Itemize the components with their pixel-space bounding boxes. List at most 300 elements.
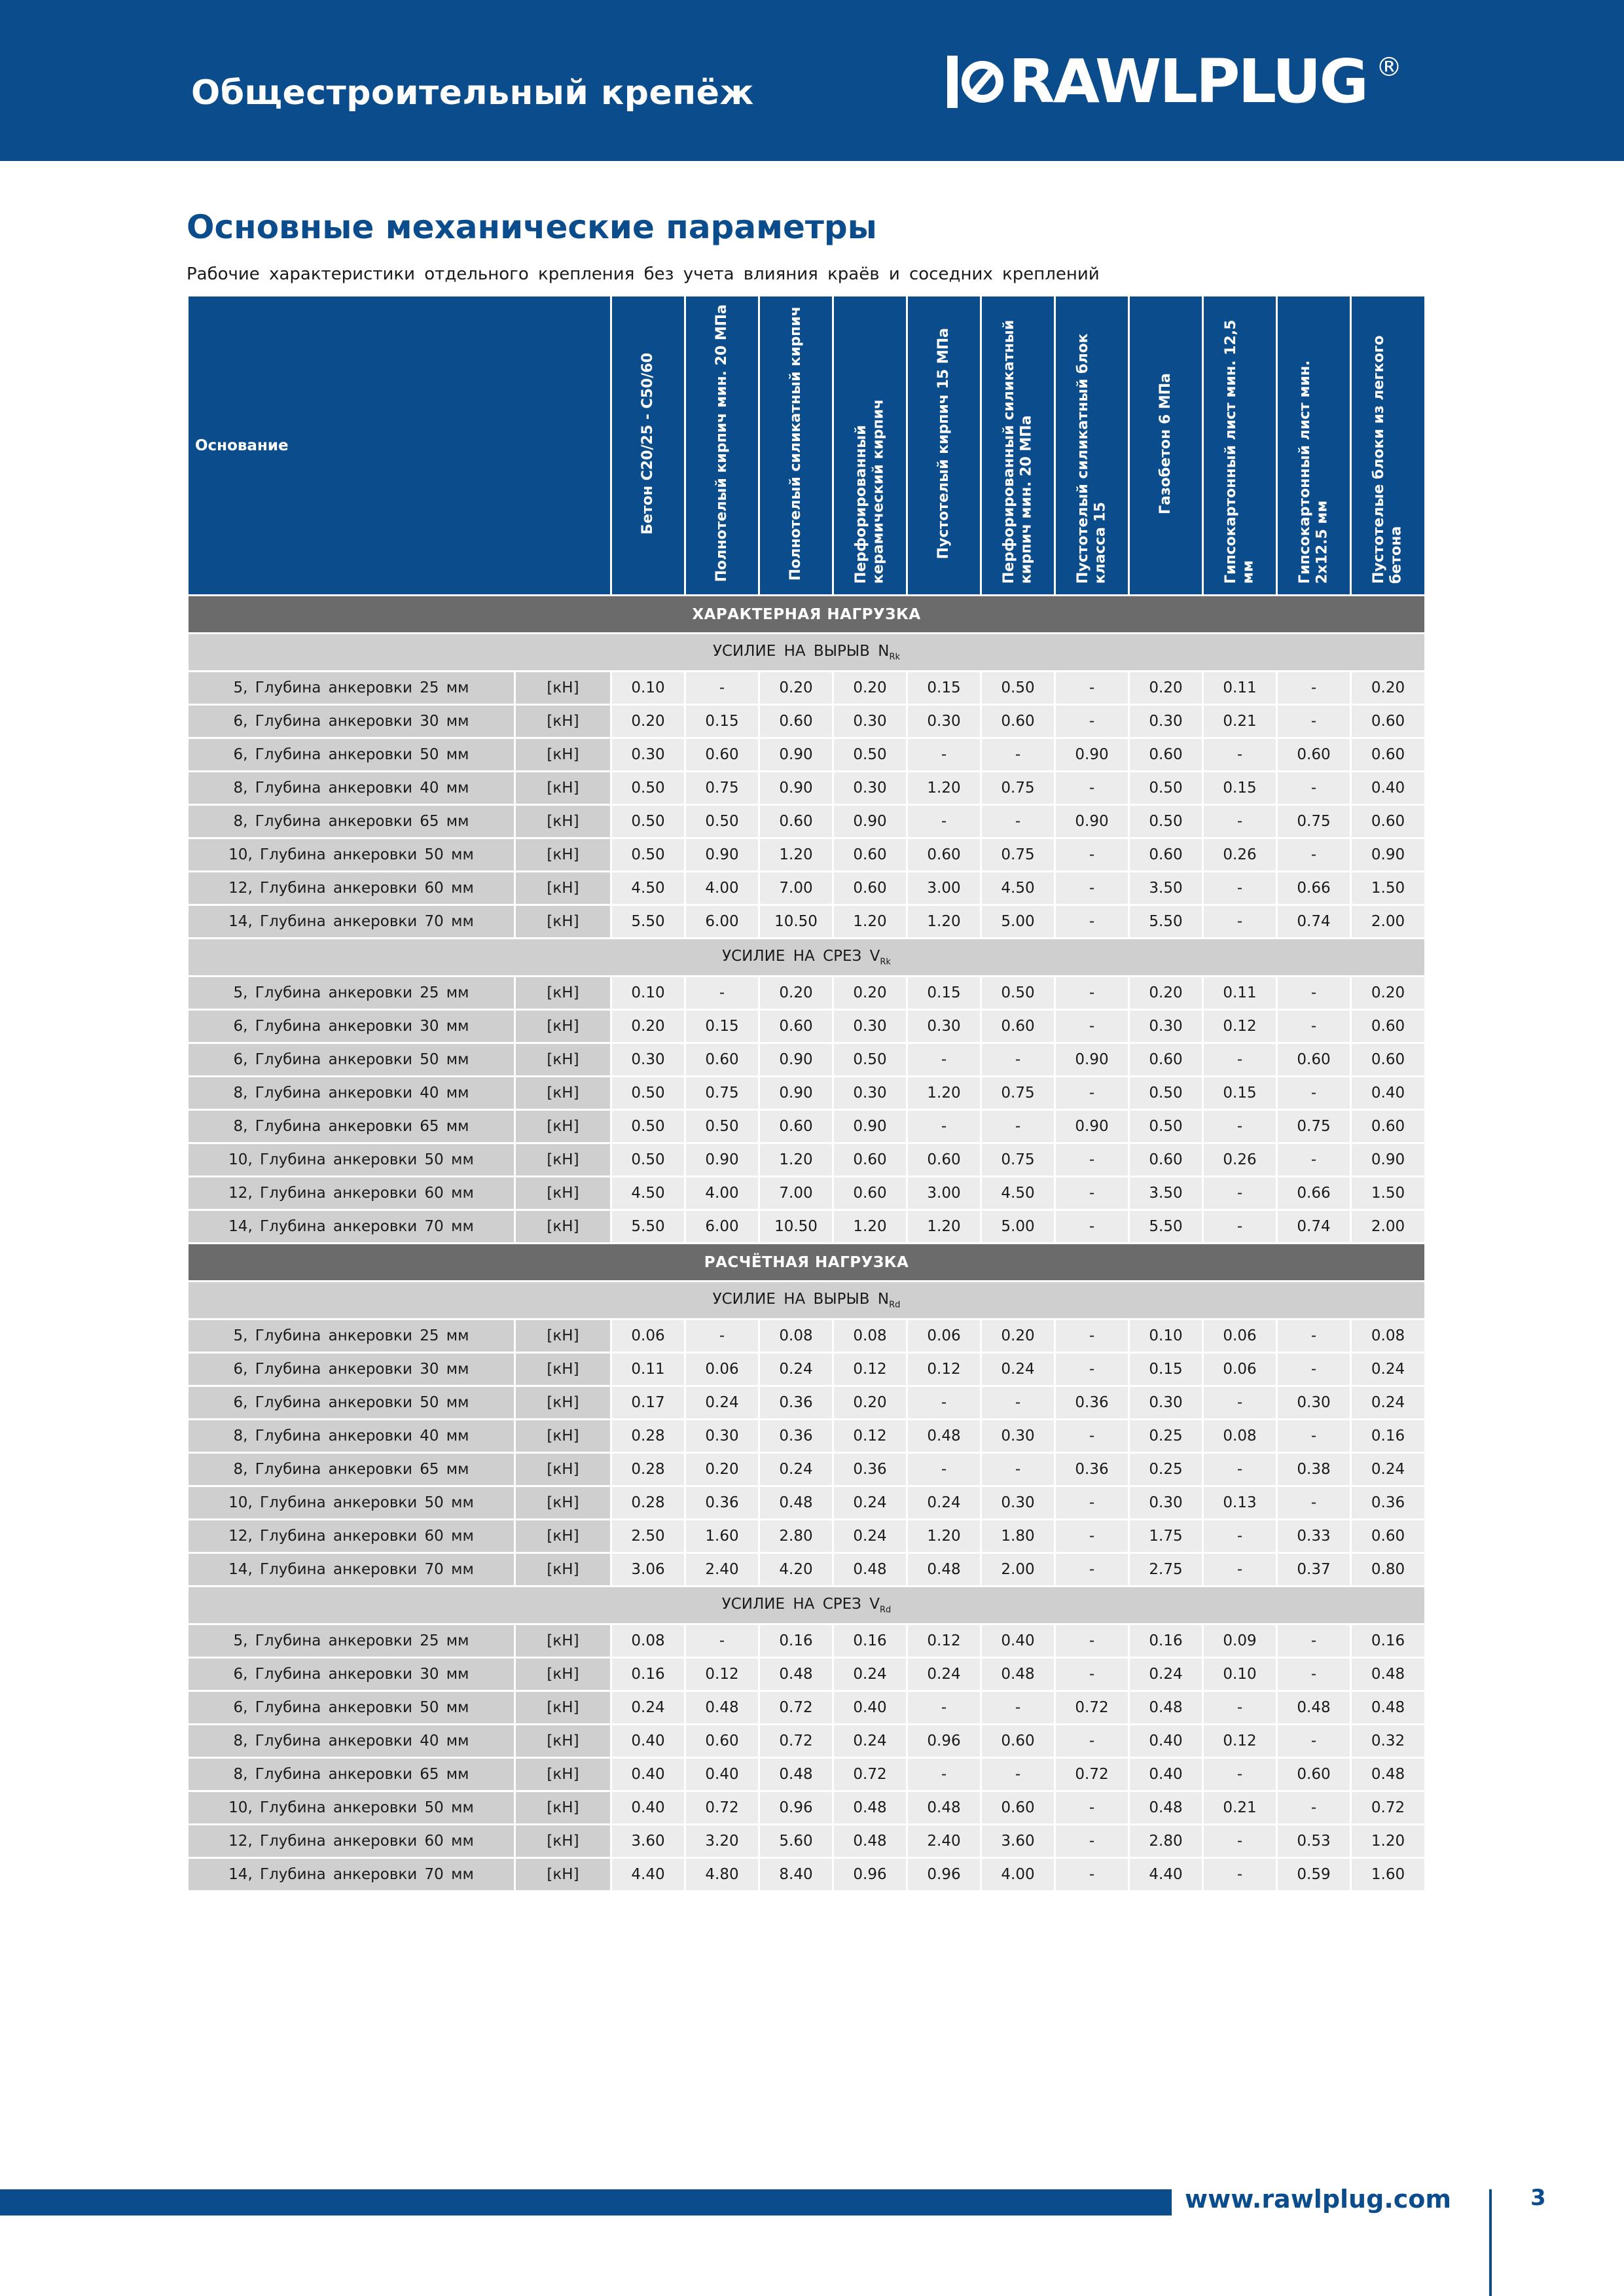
table-cell-value: 0.40 xyxy=(611,1791,685,1825)
table-row xyxy=(188,705,1426,738)
table-cell-value: 0.30 xyxy=(1129,1010,1203,1043)
table-cell-value: 5.00 xyxy=(981,1210,1055,1244)
table-cell-value: 1.20 xyxy=(759,838,833,872)
table-cell-value: 4.40 xyxy=(1129,1858,1203,1892)
load-type-subscript: Rd xyxy=(889,1300,901,1310)
table-cell-value: 0.72 xyxy=(685,1791,759,1825)
table-cell-value: 1.50 xyxy=(1351,872,1426,905)
table-cell-value: 0.60 xyxy=(1351,1110,1426,1143)
table-cell-value: - xyxy=(1055,1553,1129,1587)
table-cell-value: - xyxy=(1055,1486,1129,1520)
table-cell-value: 4.20 xyxy=(759,1553,833,1587)
table-cell-value: 0.60 xyxy=(833,838,907,872)
table-row xyxy=(188,1110,1426,1143)
table-cell-value: 0.48 xyxy=(1129,1791,1203,1825)
table-cell-value: 0.96 xyxy=(907,1725,981,1758)
table-row xyxy=(188,1353,1426,1386)
load-type-row xyxy=(188,634,1426,672)
table-cell-value: - xyxy=(981,1691,1055,1725)
table-cell-value: - xyxy=(1203,1177,1277,1210)
table-cell-value: 6.00 xyxy=(685,1210,759,1244)
table-cell-value: - xyxy=(1277,838,1351,872)
table-cell-value: 0.36 xyxy=(685,1486,759,1520)
table-cell-value: 0.24 xyxy=(833,1725,907,1758)
brand-wordmark: RAWLPLUG xyxy=(1009,46,1367,117)
table-cell-value: 0.60 xyxy=(1129,1143,1203,1177)
table-cell-value: 4.00 xyxy=(981,1858,1055,1892)
row-anchor-label: 6, Глубина анкеровки 30 мм xyxy=(188,1353,515,1386)
table-cell-value: - xyxy=(1277,1791,1351,1825)
row-anchor-label: 12, Глубина анкеровки 60 мм xyxy=(188,872,515,905)
page-title: Основные механические параметры xyxy=(187,208,877,246)
table-cell-value: - xyxy=(1203,1453,1277,1486)
table-cell-value: 0.75 xyxy=(981,838,1055,872)
table-cell-value: 0.90 xyxy=(1055,805,1129,838)
row-unit: [кН] xyxy=(515,738,611,772)
column-header-material xyxy=(759,296,833,596)
table-cell-value: 0.72 xyxy=(1055,1691,1129,1725)
table-cell-value: 0.90 xyxy=(1055,738,1129,772)
table-cell-value: - xyxy=(685,1319,759,1353)
table-cell-value: - xyxy=(1055,705,1129,738)
table-row xyxy=(188,1553,1426,1587)
table-cell-value: 0.60 xyxy=(1129,838,1203,872)
table-cell-value: 0.28 xyxy=(611,1453,685,1486)
table-cell-value: 0.20 xyxy=(833,977,907,1010)
table-cell-value: 0.20 xyxy=(833,672,907,705)
table-cell-value: - xyxy=(1055,1520,1129,1553)
footer-website-link[interactable]: www.rawlplug.com xyxy=(1185,2185,1451,2214)
load-type-label xyxy=(188,939,1426,977)
table-row xyxy=(188,1453,1426,1486)
column-header-label: Полнотелый силикатный кирпич xyxy=(787,306,804,581)
table-cell-value: 3.60 xyxy=(611,1825,685,1858)
table-cell-value: 0.12 xyxy=(1203,1010,1277,1043)
table-row xyxy=(188,1791,1426,1825)
row-unit: [кН] xyxy=(515,1758,611,1791)
load-type-label xyxy=(188,1282,1426,1319)
table-cell-value: 10.50 xyxy=(759,1210,833,1244)
row-unit: [кН] xyxy=(515,1353,611,1386)
row-unit: [кН] xyxy=(515,1143,611,1177)
table-cell-value: - xyxy=(907,1110,981,1143)
table-cell-value: 0.30 xyxy=(833,772,907,805)
table-cell-value: 0.90 xyxy=(685,838,759,872)
table-cell-value: - xyxy=(1055,872,1129,905)
table-cell-value: - xyxy=(907,1043,981,1077)
table-cell-value: 4.00 xyxy=(685,1177,759,1210)
row-unit: [кН] xyxy=(515,1077,611,1110)
table-cell-value: 0.50 xyxy=(1129,772,1203,805)
table-cell-value: 0.50 xyxy=(833,738,907,772)
column-header-material xyxy=(1351,296,1426,596)
row-unit: [кН] xyxy=(515,1658,611,1691)
table-cell-value: 0.48 xyxy=(833,1825,907,1858)
table-cell-value: - xyxy=(1277,977,1351,1010)
row-unit: [кН] xyxy=(515,705,611,738)
table-row xyxy=(188,738,1426,772)
table-cell-value: 0.90 xyxy=(833,805,907,838)
column-header-material xyxy=(1203,296,1277,596)
table-cell-value: 0.50 xyxy=(611,838,685,872)
column-header-label: Полнотелый кирпич мин. 20 МПа xyxy=(713,304,730,583)
table-cell-value: 0.75 xyxy=(981,1077,1055,1110)
row-anchor-label: 6, Глубина анкеровки 30 мм xyxy=(188,1010,515,1043)
row-anchor-label: 6, Глубина анкеровки 50 мм xyxy=(188,1386,515,1420)
table-cell-value: 4.80 xyxy=(685,1858,759,1892)
table-cell-value: 0.24 xyxy=(1351,1353,1426,1386)
row-unit: [кН] xyxy=(515,1010,611,1043)
section-title: РАСЧЁТНАЯ НАГРУЗКА xyxy=(188,1244,1426,1282)
table-cell-value: - xyxy=(685,977,759,1010)
table-cell-value: 0.20 xyxy=(611,705,685,738)
table-cell-value: 0.36 xyxy=(833,1453,907,1486)
table-cell-value: 1.20 xyxy=(833,905,907,939)
table-body xyxy=(188,596,1426,1892)
table-cell-value: 2.00 xyxy=(1351,905,1426,939)
table-cell-value: 0.10 xyxy=(1203,1658,1277,1691)
table-cell-value: 4.50 xyxy=(981,1177,1055,1210)
table-cell-value: - xyxy=(1203,1520,1277,1553)
row-anchor-label: 5, Глубина анкеровки 25 мм xyxy=(188,672,515,705)
row-unit: [кН] xyxy=(515,1624,611,1658)
table-row xyxy=(188,772,1426,805)
table-cell-value: 0.40 xyxy=(611,1758,685,1791)
brand-logo xyxy=(945,46,1402,118)
table-cell-value: 0.16 xyxy=(1351,1624,1426,1658)
table-cell-value: 0.60 xyxy=(759,805,833,838)
table-row xyxy=(188,1825,1426,1858)
table-cell-value: 0.30 xyxy=(1129,1386,1203,1420)
table-cell-value: 0.50 xyxy=(1129,805,1203,838)
table-cell-value: 0.15 xyxy=(685,1010,759,1043)
row-unit: [кН] xyxy=(515,872,611,905)
table-cell-value: 0.28 xyxy=(611,1486,685,1520)
table-cell-value: - xyxy=(1277,705,1351,738)
table-cell-value: 0.24 xyxy=(611,1691,685,1725)
table-cell-value: - xyxy=(907,738,981,772)
table-row xyxy=(188,905,1426,939)
table-cell-value: 0.11 xyxy=(611,1353,685,1386)
column-header-material xyxy=(1277,296,1351,596)
table-cell-value: 0.50 xyxy=(1129,1077,1203,1110)
table-cell-value: 0.08 xyxy=(1203,1420,1277,1453)
table-cell-value: 3.50 xyxy=(1129,872,1203,905)
row-unit: [кН] xyxy=(515,1043,611,1077)
table-cell-value: 0.40 xyxy=(1351,772,1426,805)
row-anchor-label: 8, Глубина анкеровки 40 мм xyxy=(188,1420,515,1453)
table-cell-value: 0.24 xyxy=(833,1520,907,1553)
table-cell-value: 0.40 xyxy=(981,1624,1055,1658)
table-cell-value: 0.20 xyxy=(759,977,833,1010)
table-cell-value: - xyxy=(1203,1553,1277,1587)
table-cell-value: 0.90 xyxy=(685,1143,759,1177)
load-type-text: УСИЛИЕ НА ВЫРЫВ N xyxy=(712,642,890,660)
load-type-text: УСИЛИЕ НА СРЕЗ V xyxy=(722,947,880,965)
table-cell-value: 5.50 xyxy=(1129,905,1203,939)
table-cell-value: 0.13 xyxy=(1203,1486,1277,1520)
table-cell-value: 0.30 xyxy=(907,1010,981,1043)
row-unit: [кН] xyxy=(515,1210,611,1244)
table-cell-value: 0.60 xyxy=(759,1110,833,1143)
table-cell-value: 2.75 xyxy=(1129,1553,1203,1587)
table-cell-value: 0.60 xyxy=(1351,1010,1426,1043)
table-cell-value: 3.20 xyxy=(685,1825,759,1858)
table-row xyxy=(188,1758,1426,1791)
table-cell-value: 0.50 xyxy=(981,672,1055,705)
load-type-text: УСИЛИЕ НА СРЕЗ V xyxy=(721,1595,880,1613)
table-cell-value: - xyxy=(981,738,1055,772)
table-cell-value: - xyxy=(907,1453,981,1486)
table-cell-value: - xyxy=(1055,1420,1129,1453)
table-cell-value: - xyxy=(1055,1624,1129,1658)
table-cell-value: - xyxy=(1203,738,1277,772)
table-cell-value: 0.60 xyxy=(981,1725,1055,1758)
table-cell-value: 3.00 xyxy=(907,872,981,905)
table-cell-value: 7.00 xyxy=(759,1177,833,1210)
table-cell-value: 0.24 xyxy=(833,1658,907,1691)
table-cell-value: 0.60 xyxy=(1351,738,1426,772)
table-cell-value: 0.24 xyxy=(759,1453,833,1486)
table-cell-value: 6.00 xyxy=(685,905,759,939)
table-cell-value: 0.37 xyxy=(1277,1553,1351,1587)
table-row xyxy=(188,1691,1426,1725)
table-cell-value: 0.06 xyxy=(1203,1353,1277,1386)
row-unit: [кН] xyxy=(515,1858,611,1892)
column-header-label: Гипсокартонный лист мин. 12,5 мм xyxy=(1222,319,1256,584)
table-cell-value: 4.00 xyxy=(685,872,759,905)
table-cell-value: 0.36 xyxy=(759,1420,833,1453)
column-header-material xyxy=(981,296,1055,596)
table-cell-value: 4.50 xyxy=(611,872,685,905)
table-cell-value: 0.32 xyxy=(1351,1725,1426,1758)
table-cell-value: - xyxy=(1055,838,1129,872)
table-row xyxy=(188,1486,1426,1520)
table-cell-value: 5.50 xyxy=(1129,1210,1203,1244)
table-cell-value: 0.30 xyxy=(685,1420,759,1453)
table-cell-value: 0.30 xyxy=(1129,1486,1203,1520)
table-cell-value: 0.90 xyxy=(1351,1143,1426,1177)
table-cell-value: 0.16 xyxy=(611,1658,685,1691)
row-unit: [кН] xyxy=(515,672,611,705)
row-anchor-label: 5, Глубина анкеровки 25 мм xyxy=(188,977,515,1010)
table-cell-value: 0.48 xyxy=(833,1791,907,1825)
table-cell-value: 2.00 xyxy=(1351,1210,1426,1244)
table-cell-value: 0.48 xyxy=(759,1486,833,1520)
table-cell-value: 0.11 xyxy=(1203,672,1277,705)
table-cell-value: 0.24 xyxy=(907,1486,981,1520)
table-cell-value: 5.00 xyxy=(981,905,1055,939)
table-cell-value: 0.40 xyxy=(611,1725,685,1758)
table-cell-value: 0.60 xyxy=(1277,738,1351,772)
table-cell-value: 0.24 xyxy=(759,1353,833,1386)
table-cell-value: 0.48 xyxy=(981,1658,1055,1691)
row-anchor-label: 5, Глубина анкеровки 25 мм xyxy=(188,1319,515,1353)
table-cell-value: 0.33 xyxy=(1277,1520,1351,1553)
section-title: ХАРАКТЕРНАЯ НАГРУЗКА xyxy=(188,596,1426,634)
table-cell-value: 0.10 xyxy=(611,977,685,1010)
table-cell-value: 0.50 xyxy=(611,772,685,805)
table-cell-value: 1.80 xyxy=(981,1520,1055,1553)
table-cell-value: - xyxy=(1055,1319,1129,1353)
table-cell-value: 0.60 xyxy=(1351,1520,1426,1553)
table-cell-value: 0.30 xyxy=(833,1077,907,1110)
table-cell-value: 0.20 xyxy=(1351,672,1426,705)
table-cell-value: 0.60 xyxy=(981,705,1055,738)
table-cell-value: 2.40 xyxy=(907,1825,981,1858)
load-type-subscript: Rk xyxy=(880,957,891,967)
table-cell-value: - xyxy=(981,805,1055,838)
table-cell-value: 0.48 xyxy=(1277,1691,1351,1725)
row-anchor-label: 10, Глубина анкеровки 50 мм xyxy=(188,1791,515,1825)
table-cell-value: 0.16 xyxy=(759,1624,833,1658)
table-cell-value: 0.90 xyxy=(759,738,833,772)
table-cell-value: 0.25 xyxy=(1129,1420,1203,1453)
table-cell-value: 0.26 xyxy=(1203,1143,1277,1177)
table-cell-value: 0.08 xyxy=(759,1319,833,1353)
table-cell-value: 0.48 xyxy=(833,1553,907,1587)
load-type-row xyxy=(188,939,1426,977)
table-cell-value: 0.21 xyxy=(1203,1791,1277,1825)
table-cell-value: 7.00 xyxy=(759,872,833,905)
column-header-base: Основание xyxy=(188,296,611,596)
row-anchor-label: 6, Глубина анкеровки 50 мм xyxy=(188,738,515,772)
table-cell-value: - xyxy=(1055,977,1129,1010)
table-cell-value: - xyxy=(1203,1110,1277,1143)
table-header xyxy=(188,296,1426,596)
table-cell-value: 1.60 xyxy=(1351,1858,1426,1892)
table-cell-value: 0.24 xyxy=(685,1386,759,1420)
table-cell-value: 0.60 xyxy=(1351,1043,1426,1077)
table-cell-value: 0.16 xyxy=(1129,1624,1203,1658)
table-cell-value: 1.20 xyxy=(1351,1825,1426,1858)
table-cell-value: 0.48 xyxy=(907,1420,981,1453)
table-cell-value: 0.16 xyxy=(833,1624,907,1658)
table-cell-value: 0.96 xyxy=(907,1858,981,1892)
table-cell-value: 0.15 xyxy=(907,672,981,705)
table-cell-value: 0.08 xyxy=(1351,1319,1426,1353)
table-cell-value: - xyxy=(1055,1077,1129,1110)
table-cell-value: 0.24 xyxy=(1351,1386,1426,1420)
table-cell-value: 0.30 xyxy=(907,705,981,738)
table-cell-value: 0.08 xyxy=(611,1624,685,1658)
table-cell-value: 0.75 xyxy=(1277,1110,1351,1143)
table-cell-value: 1.60 xyxy=(685,1520,759,1553)
table-cell-value: 0.25 xyxy=(1129,1453,1203,1486)
table-cell-value: 0.60 xyxy=(685,738,759,772)
table-cell-value: 0.30 xyxy=(833,705,907,738)
footer-bar xyxy=(0,2189,1172,2215)
table-row xyxy=(188,1858,1426,1892)
table-cell-value: 0.30 xyxy=(981,1486,1055,1520)
row-anchor-label: 10, Глубина анкеровки 50 мм xyxy=(188,1486,515,1520)
table-cell-value: 0.12 xyxy=(907,1624,981,1658)
column-header-label: Перфорированный силикатный кирпич мин. 20 МПа xyxy=(1000,319,1034,584)
table-cell-value: 0.50 xyxy=(611,805,685,838)
table-cell-value: 0.50 xyxy=(611,1077,685,1110)
table-cell-value: - xyxy=(685,672,759,705)
table-cell-value: 0.48 xyxy=(907,1553,981,1587)
table-cell-value: 0.06 xyxy=(907,1319,981,1353)
table-cell-value: 0.50 xyxy=(685,805,759,838)
table-cell-value: 2.80 xyxy=(1129,1825,1203,1858)
table-cell-value: 0.17 xyxy=(611,1386,685,1420)
table-cell-value: 0.48 xyxy=(759,1658,833,1691)
column-header-label: Газобетон 6 МПа xyxy=(1157,372,1174,514)
table-cell-value: 0.90 xyxy=(1351,838,1426,872)
table-row xyxy=(188,1386,1426,1420)
row-unit: [кН] xyxy=(515,905,611,939)
table-cell-value: 0.36 xyxy=(759,1386,833,1420)
column-header-material xyxy=(611,296,685,596)
table-cell-value: 0.24 xyxy=(907,1658,981,1691)
table-cell-value: 0.60 xyxy=(685,1725,759,1758)
table-cell-value: 0.28 xyxy=(611,1420,685,1453)
table-cell-value: 1.20 xyxy=(759,1143,833,1177)
table-cell-value: 0.36 xyxy=(1055,1453,1129,1486)
table-row xyxy=(188,672,1426,705)
table-cell-value: 0.15 xyxy=(1129,1353,1203,1386)
table-cell-value: 0.36 xyxy=(1055,1386,1129,1420)
table-cell-value: 0.50 xyxy=(611,1110,685,1143)
table-cell-value: 0.60 xyxy=(1351,805,1426,838)
table-cell-value: 0.20 xyxy=(833,1386,907,1420)
table-cell-value: 4.40 xyxy=(611,1858,685,1892)
column-header-material xyxy=(685,296,759,596)
table-cell-value: 1.20 xyxy=(907,1520,981,1553)
table-cell-value: 1.50 xyxy=(1351,1177,1426,1210)
table-row xyxy=(188,1177,1426,1210)
table-cell-value: - xyxy=(1055,1210,1129,1244)
table-cell-value: - xyxy=(1277,1486,1351,1520)
table-cell-value: 0.48 xyxy=(1351,1691,1426,1725)
table-cell-value: 0.30 xyxy=(611,738,685,772)
table-cell-value: 0.12 xyxy=(833,1353,907,1386)
load-type-text: УСИЛИЕ НА ВЫРЫВ N xyxy=(712,1290,890,1308)
table-cell-value: - xyxy=(1055,1791,1129,1825)
table-cell-value: 0.15 xyxy=(1203,1077,1277,1110)
table-cell-value: - xyxy=(1277,1077,1351,1110)
table-cell-value: - xyxy=(1055,772,1129,805)
row-anchor-label: 8, Глубина анкеровки 65 мм xyxy=(188,1758,515,1791)
table-cell-value: - xyxy=(1055,1858,1129,1892)
row-anchor-label: 12, Глубина анкеровки 60 мм xyxy=(188,1177,515,1210)
table-cell-value: 10.50 xyxy=(759,905,833,939)
row-anchor-label: 14, Глубина анкеровки 70 мм xyxy=(188,1858,515,1892)
table-cell-value: 0.60 xyxy=(833,1177,907,1210)
row-unit: [кН] xyxy=(515,1791,611,1825)
table-cell-value: 0.08 xyxy=(833,1319,907,1353)
table-cell-value: - xyxy=(1277,1319,1351,1353)
table-cell-value: 2.50 xyxy=(611,1520,685,1553)
table-cell-value: 0.20 xyxy=(1129,977,1203,1010)
table-cell-value: 0.20 xyxy=(1129,672,1203,705)
table-cell-value: 0.72 xyxy=(759,1725,833,1758)
row-anchor-label: 12, Глубина анкеровки 60 мм xyxy=(188,1825,515,1858)
column-header-label: Пустотелый силикатный блок класса 15 xyxy=(1074,332,1108,584)
table-cell-value: 0.74 xyxy=(1277,905,1351,939)
table-cell-value: 0.06 xyxy=(611,1319,685,1353)
row-anchor-label: 14, Глубина анкеровки 70 мм xyxy=(188,1210,515,1244)
header-title: Общестроительный крепёж xyxy=(191,73,754,113)
row-unit: [кН] xyxy=(515,1691,611,1725)
table-cell-value: 0.10 xyxy=(611,672,685,705)
column-header-material xyxy=(1129,296,1203,596)
column-header-label: Пустотелый кирпич 15 МПа xyxy=(935,327,952,560)
table-row xyxy=(188,1658,1426,1691)
table-cell-value: - xyxy=(1203,1825,1277,1858)
column-header-label: Гипсокартонный лист мин. 2x12.5 мм xyxy=(1296,360,1330,584)
